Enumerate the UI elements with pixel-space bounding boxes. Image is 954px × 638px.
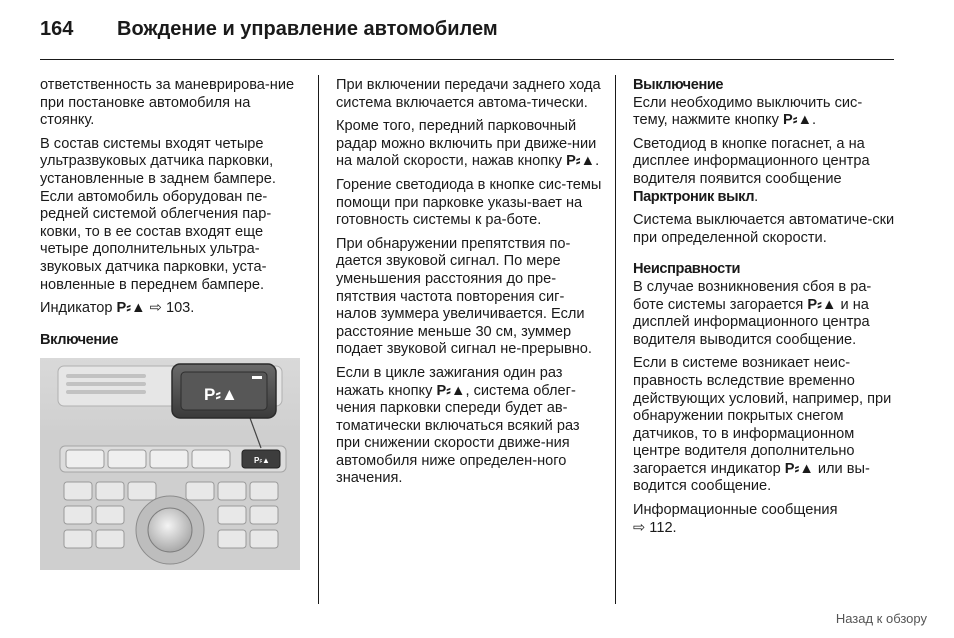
park-assist-symbol: P⸗▲: [807, 296, 837, 313]
svg-text:P⸗▲: P⸗▲: [204, 385, 238, 404]
park-assist-symbol: P⸗▲: [784, 460, 814, 477]
paragraph-text: Если в цикле зажигания один раз нажать кнопку: [336, 364, 563, 399]
paragraph-text: Если в системе возникает неис-правность вследствие временно действующих условий, например, при обнаружении покрытых снегом датчиков, то в информационном центре водителя дополнительно загорается индикатор: [633, 355, 892, 477]
park-assist-symbol: P⸗▲: [116, 300, 146, 317]
paragraph-text: Информационные сообщения: [633, 502, 838, 519]
paragraph: [633, 279, 895, 349]
column-3: [633, 77, 895, 543]
paragraph-text: Кроме того, передний парковочный радар можно включить при движе-нии на малой скорости, нажав кнопку: [336, 118, 597, 170]
paragraph-text: В случае возникновения сбоя в ра-боте системы загорается: [633, 278, 872, 313]
park-assist-symbol: P⸗▲: [782, 112, 813, 129]
column-2: [336, 77, 604, 494]
indicator-line: [40, 300, 304, 318]
paragraph: Кроме того, передний парковочный радар можно включить при движе-нии на малой скорости, нажав кнопку P⸗▲.: [336, 118, 600, 170]
reference-arrow-icon: ⇨: [149, 300, 162, 317]
reference-arrow-icon: ⇨: [633, 519, 646, 536]
console-illustration: [40, 358, 300, 570]
header-rule: [40, 59, 894, 60]
paragraph: Горение светодиода в кнопке сис-темы помощи при парковке указы-вает на готовность системы к ра-боте.: [336, 176, 602, 229]
paragraph: Система выключается автоматиче-ски при определенной скорости.: [633, 212, 895, 246]
back-to-overview-link[interactable]: Назад к обзору: [835, 611, 927, 626]
page-title: Вождение и управление автомобилем: [117, 18, 498, 40]
paragraph-text: , система облег-чения парковки спереди будет ав-томатически включаться всякий раз при снижении скорости движе-ния автомобиля ниже определен-ного значения.: [336, 382, 580, 487]
paragraph: В состав системы входят четыре ультразвуковых датчика парковки, установленные в заднем бампере. Если автомобиль оборудован пе-редней системой облегчения пар-ковки, то в ее состав входят еще четыре дополнительных ультра-звуковых датчика парковки, уста-новленные в переднем бампере.: [40, 135, 276, 293]
page-number: 164: [40, 18, 74, 40]
section-heading-switch-on: Включение: [40, 331, 119, 348]
indicator-label: Индикатор: [40, 300, 113, 317]
page-reference: 112.: [649, 519, 677, 536]
paragraph: ответственность за маневрирова-ние при постановке автомобиля на стоянку.: [40, 77, 295, 129]
paragraph: При включении передачи заднего хода система включается автома-тически.: [336, 77, 601, 111]
paragraph: [633, 355, 895, 496]
paragraph: [336, 365, 604, 488]
paragraph: При обнаружении препятствия по-дается звуковой сигнал. По мере уменьшения расстояния до пре-пятствия частота повторения сиг-налов зуммера увеличивается. Если расстояние меньше 30 см, зуммер подает звуковой сигнал не-прерывно.: [336, 235, 592, 358]
column-divider-1: [318, 75, 319, 604]
park-assist-symbol: P⸗▲: [436, 382, 466, 399]
park-assist-symbol: P⸗▲: [566, 153, 596, 170]
svg-text:P⸗▲: P⸗▲: [254, 456, 270, 465]
paragraph: Если необходимо выключить сис-тему, нажмите кнопку P⸗▲.: [633, 94, 863, 129]
paragraph: Светодиод в кнопке погаснет, а на дисплее информационного центра водителя появится сообщение Парктроник выкл.: [633, 135, 870, 205]
message-parktronic-off: Парктроник выкл: [633, 188, 755, 205]
column-divider-2: [615, 75, 616, 604]
paragraph: [633, 502, 895, 537]
paragraph-text: и на дисплей информационного центра водителя выводится сообщение.: [633, 296, 870, 348]
paragraph-text: Светодиод в кнопке погаснет, а на дисплее информационного центра водителя появится сообщение: [633, 135, 870, 187]
page-reference: 103.: [165, 300, 195, 317]
paragraph-text: или вы-водится сообщение.: [633, 460, 870, 495]
column-1: [40, 77, 304, 349]
paragraph-text: Если необходимо выключить сис-тему, нажмите кнопку: [633, 94, 863, 129]
section-heading-switch-off: Выключение: [633, 77, 724, 93]
section-heading-faults: Неисправности: [633, 261, 741, 278]
